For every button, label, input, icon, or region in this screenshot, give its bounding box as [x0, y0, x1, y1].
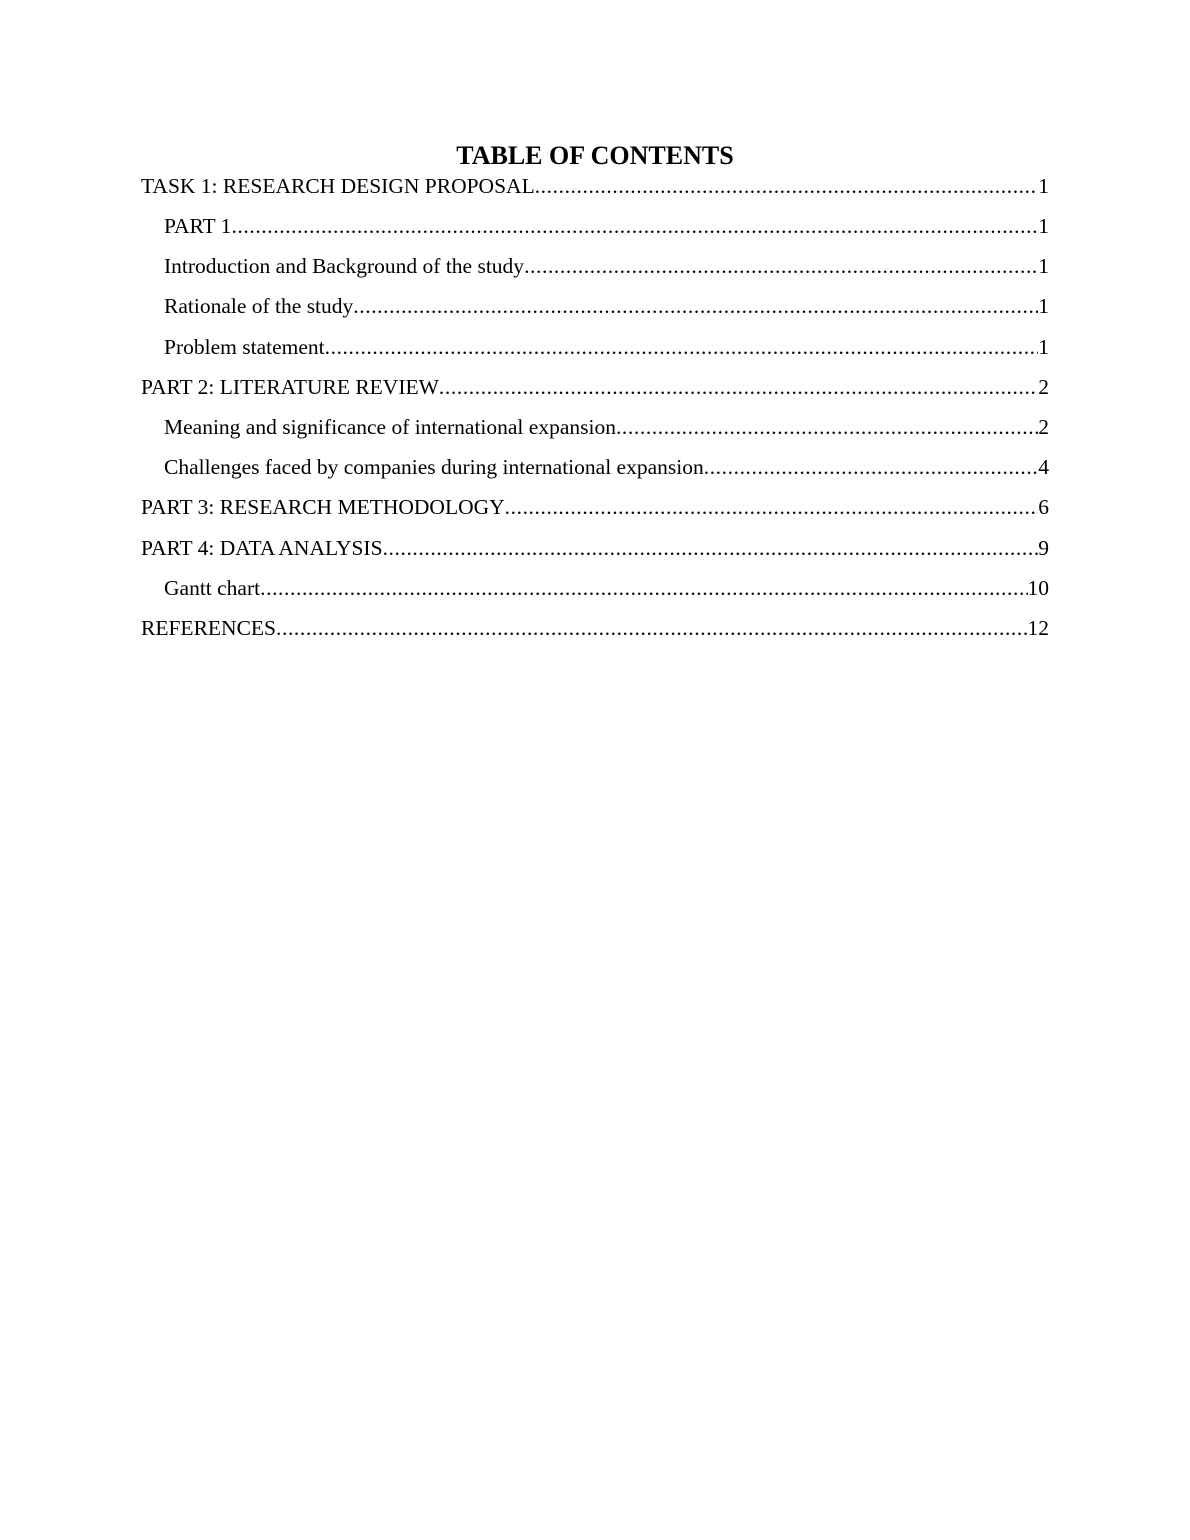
toc-entry-gantt-chart[interactable]	[141, 572, 1049, 612]
toc-entry-label[interactable]: Meaning and significance of international expansion	[164, 414, 616, 439]
toc-entry-page-number: 2	[1038, 414, 1049, 439]
toc-dot-leader	[535, 170, 1039, 202]
toc-dot-leader	[231, 210, 1038, 242]
toc-dot-leader	[353, 290, 1038, 322]
toc-entry-task-1[interactable]	[141, 170, 1049, 210]
toc-entry-label[interactable]: Problem statement	[164, 334, 325, 359]
toc-entry-label[interactable]: TASK 1: RESEARCH DESIGN PROPOSAL	[141, 174, 535, 198]
toc-title: TABLE OF CONTENTS	[456, 141, 734, 170]
toc-entry-page-number: 1	[1038, 294, 1049, 319]
toc-entry-problem-statement[interactable]	[141, 331, 1049, 371]
toc-entry-page-number: 10	[1027, 575, 1049, 600]
toc-entry-label[interactable]: PART 4: DATA ANALYSIS	[141, 535, 383, 560]
toc-entry-label[interactable]: Challenges faced by companies during international expansion	[164, 455, 704, 480]
toc-entry-label[interactable]: Introduction and Background of the study	[164, 254, 525, 279]
toc-dot-leader	[616, 411, 1038, 443]
toc-entry-page-number: 1	[1038, 174, 1049, 198]
toc-entry-label[interactable]: Gantt chart	[164, 575, 261, 600]
toc-dot-leader	[276, 612, 1028, 644]
toc-entry-meaning-significance[interactable]	[141, 411, 1049, 451]
toc-dot-leader	[325, 331, 1039, 363]
toc-entry-part-2[interactable]	[141, 371, 1049, 411]
toc-entry-page-number: 2	[1038, 374, 1049, 399]
toc-entry-references[interactable]	[141, 612, 1049, 652]
toc-dot-leader	[439, 371, 1038, 403]
toc-entry-label[interactable]: REFERENCES	[141, 615, 276, 640]
toc-entry-page-number: 1	[1038, 214, 1049, 238]
toc-entry-page-number: 1	[1038, 334, 1049, 359]
toc-entry-part-3[interactable]	[141, 491, 1049, 531]
toc-entry-label[interactable]: PART 1	[164, 214, 232, 238]
toc-entry-page-number: 6	[1038, 495, 1049, 520]
toc-entry-page-number: 1	[1038, 254, 1049, 279]
toc-entry-introduction[interactable]	[141, 250, 1049, 290]
toc-entry-page-number: 12	[1027, 615, 1049, 640]
toc-dot-leader	[704, 451, 1039, 483]
toc-entry-label[interactable]: PART 3: RESEARCH METHODOLOGY	[141, 495, 505, 520]
toc-dot-leader	[383, 532, 1039, 564]
toc-entry-part-1[interactable]	[141, 210, 1049, 250]
toc-entry-rationale[interactable]	[141, 290, 1049, 330]
toc-entry-label[interactable]: Rationale of the study	[164, 294, 354, 319]
toc-dot-leader	[260, 572, 1027, 604]
toc-dot-leader	[505, 491, 1039, 523]
toc-entry-part-4[interactable]	[141, 532, 1049, 572]
toc-entry-page-number: 9	[1038, 535, 1049, 560]
toc-list	[141, 170, 1049, 652]
toc-dot-leader	[524, 250, 1038, 282]
toc-entry-label[interactable]: PART 2: LITERATURE REVIEW	[141, 374, 439, 399]
toc-entry-challenges[interactable]	[141, 451, 1049, 491]
toc-entry-page-number: 4	[1038, 455, 1049, 480]
